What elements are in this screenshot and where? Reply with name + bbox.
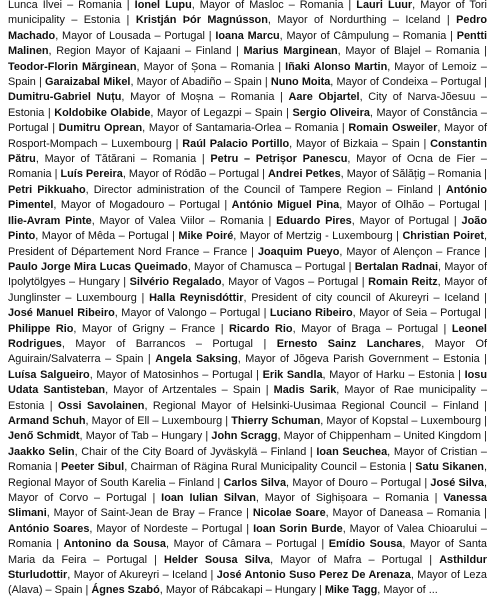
signatory-name: John Scragg bbox=[211, 430, 278, 443]
signatory-name: Petri Pikkuaho bbox=[8, 183, 86, 196]
signatory-role: Regional Mayor of Helsinki-Uusimaa Regional Council – Finland bbox=[152, 399, 479, 412]
signatory-name: José Antonio Suso Perez De Arenaza bbox=[216, 569, 411, 582]
signatory-name: Ricardo Rio bbox=[229, 322, 293, 335]
signatory-name: Ioan Seuchea bbox=[316, 445, 388, 458]
signatory-entry: Silvério Regalado, Mayor of Vagos – Portugal bbox=[129, 276, 359, 289]
signatory-name: Ionel Lupu bbox=[134, 0, 192, 11]
signatory-entry: Lauri Luur, Mayor of Tori municipality – Estonia bbox=[8, 0, 487, 27]
signatory-entry: Mike Poiré, Mayor of Mertzig - Luxembourg bbox=[178, 230, 393, 243]
signatory-entry: António Pimentel, Mayor of Mogadouro – Portugal bbox=[8, 183, 487, 212]
signatory-entry: Nuno Moita, Mayor of Condeixa – Portugal bbox=[270, 76, 481, 89]
signatory-name: António Miguel Pina bbox=[231, 199, 340, 212]
signatory-role: Mayor of Ródão – Portugal bbox=[128, 168, 260, 181]
signatory-name: Satu Sikanen bbox=[415, 461, 484, 474]
signatory-entry: Ágnes Szabó, Mayor of Rábcakapi – Hungary bbox=[91, 584, 316, 597]
signatory-entry: Eduardo Pires, Mayor of Portugal bbox=[276, 214, 450, 227]
signatory-name: Joaquim Pueyo bbox=[257, 245, 340, 258]
signatory-name: Philippe Rio bbox=[8, 322, 74, 335]
signatory-name: Luísa Salgueiro bbox=[8, 368, 90, 381]
signatory-entry: Vanessa Slimani, Mayor of Saint-Jean de Bray – France bbox=[8, 492, 487, 520]
signatory-role: Mayor of Jõgeva Parish Government – Estonia bbox=[245, 353, 480, 366]
signatory-name: Sergio Oliveira bbox=[292, 106, 370, 119]
signatory-role: Mayor of Rosport-Mompach – Luxembourg bbox=[8, 122, 487, 150]
signatory-role: Regional Mayor of South Karelia – Finland bbox=[8, 476, 215, 489]
signatory-role: Mayor of Daneasa – Romania bbox=[332, 507, 481, 520]
signatory-role: Mayor of Tătărani – Romania bbox=[44, 153, 197, 166]
signatory-entry: Dumitru-Gabriel Nuțu, Mayor of Moșna – Romania bbox=[8, 91, 275, 104]
signatory-name: Ossi Savolainen bbox=[57, 399, 145, 412]
signatory-role: Mayor of ... bbox=[383, 584, 438, 597]
signatory-name: Christian Poiret bbox=[402, 230, 484, 243]
signatory-entry: Angela Saksing, Mayor of Jõgeva Parish Government – Estonia bbox=[155, 353, 480, 366]
signatory-name: Bertalan Radnai bbox=[354, 260, 438, 273]
signatory-name: Mike Tagg bbox=[324, 584, 378, 597]
signatory-entry: Raúl Palacio Portillo, Mayor of Bizkaia – Spain bbox=[182, 137, 420, 150]
signatory-entry: Dumitru Oprean, Mayor of Santamaria-Orlea – Romania bbox=[58, 122, 339, 135]
signatory-entry: Petri Pikkuaho, Director administration of the Council of Tampere Region – Finland bbox=[8, 183, 433, 196]
signatory-entry: Ioan Seuchea, Mayor of Cristian – Romania bbox=[8, 445, 487, 474]
signatory-entry: Thierry Schuman, Mayor of Kopstal – Luxembourg bbox=[231, 414, 482, 427]
signatory-entry: Joaquim Pueyo, Mayor of Alençon – France bbox=[257, 245, 481, 258]
signatory-entry: Ernesto Sainz Lanchares, Mayor Of Aguirain/Salvaterra – Spain bbox=[8, 337, 487, 366]
signatory-role: Mayor of Valea Chioarului – Romania bbox=[8, 522, 487, 551]
signatory-role: Mayor of Braga – Portugal bbox=[301, 322, 439, 335]
signatory-role: Mayor of Blajel – Romania bbox=[345, 45, 480, 58]
signatory-role: Mayor of Leza (Alava) – Spain bbox=[8, 569, 487, 597]
signatory-name: Antonino da Sousa bbox=[63, 538, 166, 551]
signatory-role: Chairman of Rägina Rural Municipality Council – Estonia bbox=[130, 461, 406, 474]
signatory-role: Mayor of Chamusca – Portugal bbox=[194, 260, 346, 273]
signatory-entry: Luísa Salgueiro, Mayor of Matosinhos – Portugal bbox=[8, 368, 253, 381]
signatory-role: Mayor of Legazpi – Spain bbox=[156, 106, 283, 119]
signatory-entry: João Pinto, Mayor of Mêda – Portugal bbox=[8, 214, 487, 243]
signatory-entry: Bertalan Radnai, Mayor of Ipolytölgyes – Hungary bbox=[8, 260, 487, 289]
signatory-role: Mayor of Sighișoara – Romania bbox=[264, 492, 429, 504]
signatory-entry: Jenő Schmidt, Mayor of Tab – Hungary bbox=[8, 430, 203, 443]
signatory-entry: Asthildur Sturludottir, Mayor of Akureyri – Iceland bbox=[8, 553, 487, 582]
signatory-name: Eduardo Pires bbox=[276, 214, 352, 227]
signatory-role: Mayor of Condeixa – Portugal bbox=[336, 76, 481, 89]
signatory-role: City of Narva-Jõesuu – Estonia bbox=[8, 91, 487, 119]
signatory-entry: Koldobike Olabide, Mayor of Legazpi – Spain bbox=[54, 106, 283, 119]
signatory-role: Mayor of Corvo – Portugal bbox=[8, 492, 147, 504]
signatory-entry: Satu Sikanen, Regional Mayor of South Karelia – Finland bbox=[8, 461, 487, 489]
signatory-name: Ernesto Sainz Lanchares bbox=[276, 337, 422, 350]
signatory-role: Mayor of Douro – Portugal bbox=[292, 476, 422, 489]
signatory-entry: José Manuel Ribeiro, Mayor of Valongo – Portugal bbox=[8, 307, 261, 320]
signatory-role: Mayor of Santamaria-Orlea – Romania bbox=[148, 122, 339, 135]
signatory-name: António Pimentel bbox=[8, 183, 487, 212]
signatory-entry: Helder Sousa Silva, Mayor of Mafra – Portugal bbox=[163, 553, 423, 566]
signatory-entry: António Miguel Pina, Mayor of Olhão – Portugal bbox=[231, 199, 480, 212]
signatory-name: Nuno Moita bbox=[270, 76, 331, 89]
signatory-name: Petru – Petrișor Panescu bbox=[210, 153, 348, 166]
signatory-name: Halla Reynisdóttir bbox=[149, 291, 244, 304]
signatory-role: Mayor of Valea Viilor – Romania bbox=[99, 214, 264, 227]
signatory-role: Mayor of Nordeste – Portugal bbox=[96, 522, 243, 535]
signatory-role: Mayor of Seia – Portugal bbox=[359, 307, 481, 320]
signatory-role: Mayor of Rábcakapi – Hungary bbox=[165, 584, 316, 597]
signatory-entry: Ricardo Rio, Mayor of Braga – Portugal bbox=[229, 322, 439, 335]
signatory-entry: Halla Reynisdóttir, President of city council of Akureyri – Iceland bbox=[149, 291, 480, 304]
signatory-role: Mayor of Șona – Romania bbox=[143, 60, 275, 73]
signatory-name: Koldobike Olabide bbox=[54, 106, 151, 119]
signatory-name: Dumitru-Gabriel Nuțu bbox=[8, 91, 122, 104]
signatory-entry: Christian Poiret, President of Département Nord France – France bbox=[8, 230, 487, 258]
signatory-role: Mayor of Barrancos – Portugal bbox=[75, 337, 253, 350]
signatory-role: Mayor of Artzentales – Spain bbox=[113, 384, 261, 397]
signatory-role: Mayor of Chippenham – United Kingdom bbox=[283, 430, 482, 443]
signatory-entry: Nicolae Soare, Mayor of Daneasa – Romania bbox=[252, 507, 481, 520]
signatory-entry: Pentti Malinen, Region Mayor of Kajaani – Finland bbox=[8, 29, 487, 58]
signatory-entry: José Antonio Suso Perez De Arenaza, Mayor of Leza (Alava) – Spain bbox=[8, 569, 487, 597]
signatory-name: José Silva bbox=[430, 476, 484, 489]
signatory-entry: Ioana Marcu, Mayor of Câmpulung – Romania bbox=[215, 29, 447, 42]
signatory-role: Mayor of Mafra – Portugal bbox=[280, 553, 423, 566]
signatory-name: Helder Sousa Silva bbox=[163, 553, 271, 566]
signatory-role: Mayor of Ell – Luxembourg bbox=[91, 414, 223, 427]
signatory-name: Pentti Malinen bbox=[8, 29, 487, 58]
signatory-role: Mayor of Akureyri – Iceland bbox=[73, 569, 208, 582]
signatory-entry: Armand Schuh, Mayor of Ell – Luxembourg bbox=[8, 414, 223, 427]
signatory-name: Romain Reitz bbox=[368, 276, 438, 289]
signatory-entry: António Soares, Mayor of Nordeste – Portugal bbox=[8, 522, 243, 535]
signatory-entry: Luís Pereira, Mayor of Ródão – Portugal bbox=[60, 168, 260, 181]
signatory-role: Mayor of Junglinster – Luxembourg bbox=[8, 276, 487, 304]
signatory-entry: Carlos Silva, Mayor of Douro – Portugal bbox=[223, 476, 422, 489]
signatory-name: Pedro Machado bbox=[8, 14, 488, 42]
signatory-name: Teodor-Florin Mărginean bbox=[8, 60, 137, 73]
signatory-name: Dumitru Oprean bbox=[58, 122, 143, 135]
signatory-entry bbox=[8, 0, 122, 11]
signatory-entry: Jaakko Selin, Chair of the City Board of Jyväskylä – Finland bbox=[8, 445, 307, 458]
signatory-entry: Marius Marginean, Mayor of Blajel – Romania bbox=[243, 45, 480, 58]
signatory-name: Carlos Silva bbox=[223, 476, 287, 489]
signatory-role: Mayor of Ipolytölgyes – Hungary bbox=[8, 260, 487, 289]
signatory-role: Region Mayor of Kajaani – Finland bbox=[56, 45, 232, 58]
signatory-entry: Garaizabal Mikel, Mayor of Abadiño – Spain bbox=[44, 76, 262, 89]
signatory-entry: Iñaki Alonso Martin, Mayor of Lemoiz – Spain bbox=[8, 60, 487, 89]
signatory-role: Mayor of Tab – Hungary bbox=[85, 430, 203, 443]
signatory-role: Mayor of Portugal bbox=[359, 214, 450, 227]
signatory-role: Mayor of Kopstal – Luxembourg bbox=[326, 414, 482, 427]
signatory-role: Mayor of Bizkaia – Spain bbox=[296, 137, 420, 150]
signatory-entry: Pedro Machado, Mayor of Lousada – Portugal bbox=[8, 14, 488, 42]
signatory-role: Mayor of Vagos – Portugal bbox=[228, 276, 359, 289]
signatory-entry: José Silva, Mayor of Corvo – Portugal bbox=[8, 476, 487, 504]
signatory-role: Mayor of Câmara – Portugal bbox=[173, 538, 317, 551]
signatory-entry: Kristján Þór Magnússon, Mayor of Nordurthing – Iceland bbox=[135, 14, 441, 27]
signatory-entry: Emídio Sousa, Mayor of Santa Maria da Feira – Portugal bbox=[8, 538, 487, 566]
signatory-name: Armand Schuh bbox=[8, 414, 86, 427]
signatory-entry: Teodor-Florin Mărginean, Mayor of Șona – Romania bbox=[8, 60, 275, 73]
signatory-name: Peeter Sibul bbox=[60, 461, 125, 474]
signatory-name: Iosu Udata Santisteban bbox=[8, 368, 487, 397]
signatory-role: Mayor of Sălățig – Romania bbox=[346, 168, 482, 181]
signatory-entry: Petru – Petrișor Panescu, Mayor of Ocna de Fier – Romania bbox=[8, 153, 487, 181]
signatory-name: Angela Saksing bbox=[155, 353, 238, 366]
signatory-role: Mayor of Mertzig - Luxembourg bbox=[239, 230, 393, 243]
signatory-name: Paulo Jorge Mira Lucas Queimado bbox=[8, 260, 188, 273]
signatory-role: Mayor of Valongo – Portugal bbox=[121, 307, 261, 320]
signatory-role: Mayor of Harku – Estonia bbox=[329, 368, 455, 381]
signatory-role: Chair of the City Board of Jyväskylä – Finland bbox=[81, 445, 307, 458]
signatory-role: Mayor of Olhão – Portugal bbox=[346, 199, 480, 212]
signatory-name: Asthildur Sturludottir bbox=[8, 553, 487, 582]
signatory-entry: Aare Objartel, City of Narva-Jõesuu – Estonia bbox=[8, 91, 487, 119]
signatory-name: Madis Sarik bbox=[273, 384, 337, 397]
signatory-name: Emídio Sousa bbox=[328, 538, 403, 551]
signatory-name: Iñaki Alonso Martin bbox=[285, 60, 388, 73]
signatory-role: Mayor of Constância – Portugal bbox=[8, 106, 487, 135]
signatory-entry: Ionel Lupu, Mayor of Masloc – Romania bbox=[134, 0, 344, 11]
signatory-role: President of city council of Akureyri – Iceland bbox=[251, 291, 480, 304]
signatory-role: Mayor Of Aguirain/Salvaterra – Spain bbox=[8, 337, 487, 366]
signatory-role: Director administration of the Council of Tampere Region – Finland bbox=[93, 183, 433, 196]
signatory-name: Luciano Ribeiro bbox=[269, 307, 353, 320]
signatory-entry: Ioan Iulian Silvan, Mayor of Sighișoara – Romania bbox=[161, 492, 429, 504]
signatory-role: Mayor of Alençon – France bbox=[346, 245, 481, 258]
signatory-name: Erik Sandla bbox=[262, 368, 323, 381]
signatory-entry: Luciano Ribeiro, Mayor of Seia – Portugal bbox=[269, 307, 481, 320]
signatory-entry: Erik Sandla, Mayor of Harku – Estonia bbox=[262, 368, 455, 381]
signatory-name: António Soares bbox=[8, 522, 90, 535]
signatory-name: Leonel Rodrigues bbox=[8, 322, 487, 350]
signatory-name: Kristján Þór Magnússon bbox=[135, 14, 268, 27]
signatory-entry: Ossi Savolainen, Regional Mayor of Helsinki-Uusimaa Regional Council – Finland bbox=[57, 399, 479, 412]
signatory-role: Mayor of Mêda – Portugal bbox=[41, 230, 169, 243]
signatory-name: José Manuel Ribeiro bbox=[8, 307, 115, 320]
signatory-role: Mayor of Saint-Jean de Bray – France bbox=[53, 507, 243, 520]
signatory-role: Mayor of Rae municipality – Estonia bbox=[8, 384, 487, 412]
signatory-name: Jaakko Selin bbox=[8, 445, 75, 458]
signatory-role: Mayor of Cristian – Romania bbox=[8, 445, 487, 474]
signatory-name: João Pinto bbox=[8, 214, 487, 243]
signatory-role: Mayor of Mogadouro – Portugal bbox=[60, 199, 220, 212]
signatory-name: Romain Osweiler bbox=[348, 122, 438, 135]
signatory-role: Mayor of Matosinhos – Portugal bbox=[96, 368, 253, 381]
signatory-entry: Romain Reitz, Mayor of Junglinster – Luxembourg bbox=[8, 276, 487, 304]
signatory-entry: Romain Osweiler, Mayor of Rosport-Mompach – Luxembourg bbox=[8, 122, 487, 150]
signatory-name: Nicolae Soare bbox=[252, 507, 326, 520]
signatory-entry: Leonel Rodrigues, Mayor of Barrancos – Portugal bbox=[8, 322, 487, 350]
signatory-role: Mayor of Abadiño – Spain bbox=[136, 76, 262, 89]
signatory-name: Silvério Regalado bbox=[129, 276, 222, 289]
signatory-name: Ilie-Avram Pinte bbox=[8, 214, 92, 227]
signatory-name: Mike Poiré bbox=[178, 230, 234, 243]
signatory-entry: Madis Sarik, Mayor of Rae municipality – Estonia bbox=[8, 384, 487, 412]
signatory-entry: John Scragg, Mayor of Chippenham – United Kingdom bbox=[211, 430, 482, 443]
signatory-entry: Antonino da Sousa, Mayor of Câmara – Portugal bbox=[63, 538, 317, 551]
signatory-name: Jenő Schmidt bbox=[8, 430, 80, 443]
signatory-entry: Sergio Oliveira, Mayor of Constância – Portugal bbox=[8, 106, 487, 135]
signatory-name: Luís Pereira bbox=[60, 168, 123, 181]
signatory-role: Mayor of Ocna de Fier – Romania bbox=[8, 153, 487, 181]
signatory-entry: Ioan Sorin Burde, Mayor of Valea Chioarului – Romania bbox=[8, 522, 487, 551]
signatory-role: Mayor of Lemoiz – Spain bbox=[8, 60, 487, 89]
signatory-entry: Peeter Sibul, Chairman of Rägina Rural Municipality Council – Estonia bbox=[60, 461, 406, 474]
signatory-role: Mayor of Tori municipality – Estonia bbox=[8, 0, 487, 27]
signatory-name: Andrei Petkes bbox=[268, 168, 341, 181]
signatory-role: Mayor of Grigny – France bbox=[81, 322, 216, 335]
signatory-name: Constantin Pătru bbox=[8, 137, 487, 166]
signatory-name: Raúl Palacio Portillo bbox=[182, 137, 290, 150]
signatory-role: Mayor of Lousada – Portugal bbox=[62, 29, 205, 42]
signatory-name: Ioan Sorin Burde bbox=[253, 522, 343, 535]
signatory-name: Vanessa Slimani bbox=[8, 492, 487, 520]
signatory-role: Lunca Ilvei – Romania bbox=[8, 0, 122, 11]
signatory-name: Thierry Schuman bbox=[231, 414, 321, 427]
signatory-role: Mayor of Câmpulung – Romania bbox=[286, 29, 447, 42]
signatory-role: Mayor of Santa Maria da Feira – Portugal bbox=[8, 538, 487, 566]
signatory-entry: Iosu Udata Santisteban, Mayor of Artzentales – Spain bbox=[8, 368, 487, 397]
signatory-entry: Constantin Pătru, Mayor of Tătărani – Romania bbox=[8, 137, 487, 166]
signatory-entry: Andrei Petkes, Mayor of Sălățig – Romania bbox=[268, 168, 482, 181]
signatory-name: Marius Marginean bbox=[243, 45, 338, 58]
signatory-name: Ágnes Szabó bbox=[91, 584, 160, 597]
document-body: Lunca Ilvei – Romania | Ionel Lupu, Mayor of Masloc – Romania | Lauri Luur, Mayor of Tori municipality – Estonia | Kristján Þór Magnússon, Mayor of Nordurthing – Iceland | Pedro Machado, Mayor of Lousada – Portugal | Ioana Marcu, Mayor of Câmpulung – Romania | Pentti Malinen, Region Mayor of Kajaani – Finland | Marius Marginean, Mayor of Blajel – Romania | Teodor-Florin Mărginean, Mayor of Șona – Romania | Iñaki Alonso Martin, Mayor of Lemoiz – Spain | Garaizabal Mikel, Mayor of Abadiño – Spain | Nuno Moita, Mayor of Condeixa – Portugal | Dumitru-Gabriel Nuțu, Mayor of Moșna – Romania | Aare Objartel, City of Narva-Jõesuu – Estonia | Koldobike Olabide, Mayor of Legazpi – Spain | Sergio Oliveira, Mayor of Constância – Portugal | Dumitru Oprean, Mayor of Santamaria-Orlea – Romania | Romain Osweiler, Mayor of Rosport-Mompach – Luxembourg | Raúl Palacio Portillo, Mayor of Bizkaia – Spain | Constantin Pătru, Mayor of Tătărani – Romania | Petru – Petrișor Panescu, Mayor of Ocna de Fier – Romania | Luís Pereira, Mayor of Ródão – Portugal | Andrei Petkes, Mayor of Sălățig – Romania | Petri Pikkuaho, Director administration of the Council of Tampere Region – Finland | António Pimentel, Mayor of Mogadouro – Portugal | António Miguel Pina, Mayor of Olhão – Portugal | Ilie-Avram Pinte, Mayor of Valea Viilor – Romania | Eduardo Pires, Mayor of Portugal | João Pinto, Mayor of Mêda – Portugal | Mike Poiré, Mayor of Mertzig - Luxembourg | Christian Poiret, President of Département Nord France – France | Joaquim Pueyo, Mayor of Alençon – France | Paulo Jorge Mira Lucas Queimado, Mayor of Chamusca – Portugal | Bertalan Radnai, Mayor of Ipolytölgyes – Hungary | Silvério Regalado, Mayor of Vagos – Portugal | Romain Reitz, Mayor of Junglinster – Luxembourg | Halla Reynisdóttir, President of city council of Akureyri – Iceland | José Manuel Ribeiro, Mayor of Valongo – Portugal | Luciano Ribeiro, Mayor of Seia – Portugal | Philippe Rio, Mayor of Grigny – France | Ricardo Rio, Mayor of Braga – Portugal | Leonel Rodrigues, Mayor of Barrancos – Portugal | Ernesto Sainz Lanchares, Mayor Of Aguirain/Salvaterra – Spain | Angela Saksing, Mayor of Jõgeva Parish Government – Estonia | Luísa Salgueiro, Mayor of Matosinhos – Portugal | Erik Sandla, Mayor of Harku – Estonia | Iosu Udata Santisteban, Mayor of Artzentales – Spain | Madis Sarik, Mayor of Rae municipality – Estonia | Ossi Savolainen, Regional Mayor of Helsinki-Uusimaa Regional Council – Finland | Armand Schuh, Mayor of Ell – Luxembourg | Thierry Schuman, Mayor of Kopstal – Luxembourg | Jenő Schmidt, Mayor of Tab – Hungary | John Scragg, Mayor of Chippenham – United Kingdom | Jaakko Selin, Chair of the City Board of Jyväskylä – Finland | Ioan Seuchea, Mayor of Cristian – Romania | Peeter Sibul, Chairman of Rägina Rural Municipality Council – Estonia | Satu Sikanen, Regional Mayor of South Karelia – Finland | Carlos Silva, Mayor of Douro – Portugal | José Silva, Mayor of Corvo – Portugal | Ioan Iulian Silvan, Mayor of Sighișoara – Romania | Vanessa Slimani, Mayor of Saint-Jean de Bray – France | Nicolae Soare, Mayor of Daneasa – Romania | António Soares, Mayor of Nordeste – Portugal | Ioan Sorin Burde, Mayor of Valea Chioarului – Romania | Antonino da Sousa, Mayor of Câmara – Portugal | Emídio Sousa, Mayor of Santa Maria da Feira – Portugal | Helder Sousa Silva, Mayor of Mafra – Portugal | Asthildur Sturludottir, Mayor of Akureyri – Iceland | José Antonio Suso Perez De Arenaza, Mayor of Leza (Alava) – Spain | Ágnes Szabó, Mayor of Rábcakapi – Hungary | Mike Tagg, Mayor of ... bbox=[8, 0, 488, 597]
signatory-name: Ioan Iulian Silvan bbox=[161, 492, 256, 504]
signatory-role: Mayor of Masloc – Romania bbox=[199, 0, 344, 11]
signatory-name: Garaizabal Mikel bbox=[44, 76, 131, 89]
signatory-role: Mayor of Nordurthing – Iceland bbox=[277, 14, 441, 27]
signatory-entry: Philippe Rio, Mayor of Grigny – France bbox=[8, 322, 216, 335]
signatory-entry: Paulo Jorge Mira Lucas Queimado, Mayor of Chamusca – Portugal bbox=[8, 260, 346, 273]
signatory-entry: Ilie-Avram Pinte, Mayor of Valea Viilor – Romania bbox=[8, 214, 264, 227]
signatory-name: Ioana Marcu bbox=[215, 29, 280, 42]
signatory-role: President of Département Nord France – France bbox=[8, 245, 248, 258]
signatory-entry: Mike Tagg, Mayor of ... bbox=[324, 584, 438, 597]
signatory-role: Mayor of Moșna – Romania bbox=[130, 91, 275, 104]
signatory-name: Aare Objartel bbox=[288, 91, 360, 104]
signatory-name: Lauri Luur bbox=[356, 0, 413, 11]
